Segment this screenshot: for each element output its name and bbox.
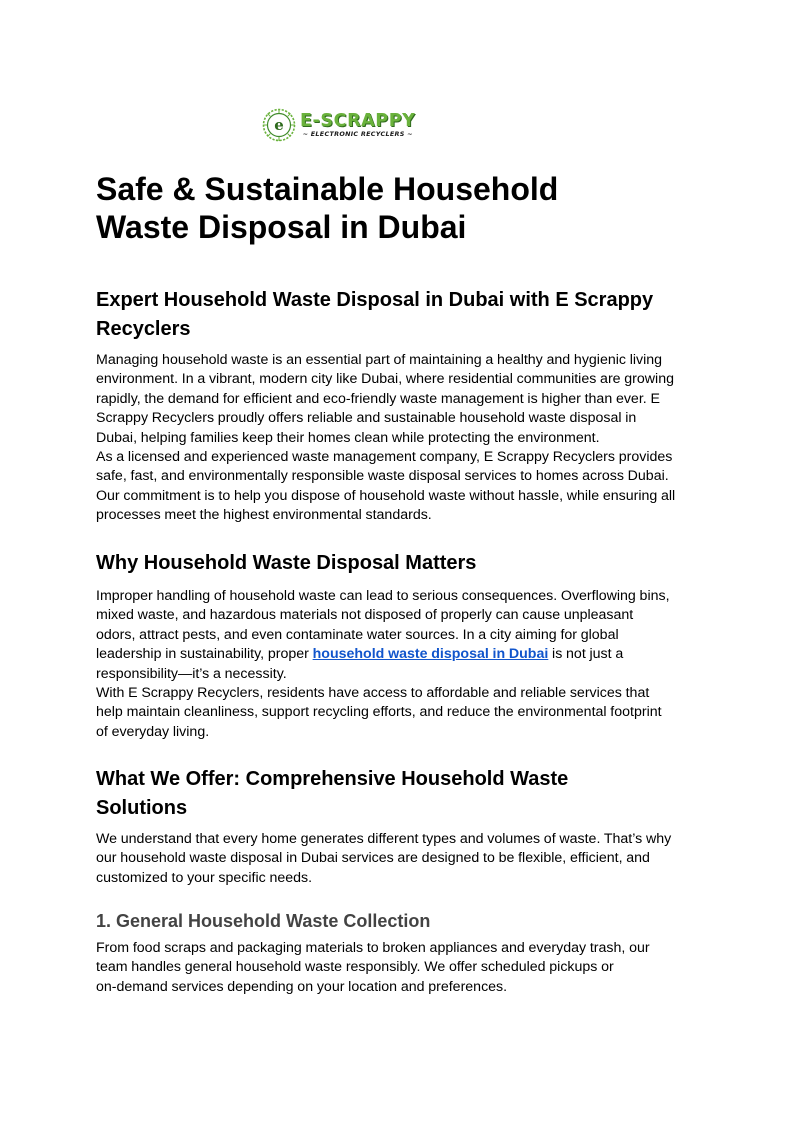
section-paragraph-why: Improper handling of household waste can lead to serious consequences. Overflowing bins, mixed waste, and hazardous materials not disposed of properly can cause unpleasant odors, attract pests, and even contaminate water sources. In a city aiming for global leadership in sustainability, proper household waste disposal in Dubai is not just a responsibility—it’s a necessity. With E Scrappy Recyclers, residents have access to affordable and reliable services that help maintain cleanliness, support recycling efforts, and reduce the environmental footprint of everyday living. [96, 588, 670, 740]
section-paragraph-intro: Managing household waste is an essential part of maintaining a healthy and hygienic living environment. In a vibrant, modern city like Dubai, where residential communities are growing rapidly, the demand for efficient and eco-friendly waste management is higher than ever. E Scrappy Recyclers proudly offers reliable and sustainable household waste disposal in Dubai, helping families keep their homes clean while protecting the environment. As a licensed and experienced waste management company, E Scrappy Recyclers provides safe, fast, and environmentally responsible waste disposal services to homes across Dubai. Our commitment is to help you dispose of household waste without hassle, while ensuring all processes meet the highest environmental standards. [96, 352, 676, 524]
company-logo [262, 106, 434, 144]
section-heading-offer: What We Offer: Comprehensive Household Waste Solutions [96, 768, 569, 819]
section-paragraph-offer: We understand that every home generates different types and volumes of waste. That’s why our household waste disposal in Dubai services are designed to be flexible, efficient, and customized to your specific needs. [96, 831, 672, 886]
page-title: Safe & Sustainable Household Waste Disposal in Dubai [96, 171, 559, 245]
subsection-paragraph-general: From food scraps and packaging materials to broken appliances and everyday trash, our team handles general household waste responsibly. We offer scheduled pickups or on-demand services depending on your location and preferences. [96, 940, 650, 995]
subsection-heading-general: 1. General Household Waste Collection [96, 911, 431, 931]
section-heading-why: Why Household Waste Disposal Matters [96, 552, 477, 574]
e-circuit-logo-icon [262, 108, 296, 142]
household-waste-disposal-link[interactable]: household waste disposal in Dubai [312, 646, 549, 663]
logo-text [300, 112, 415, 139]
svg-text:e: e [274, 116, 284, 134]
logo-tagline: ~ ELECTRONIC RECYCLERS ~ [302, 129, 413, 138]
logo-wordmark: E-SCRAPPY [300, 110, 416, 131]
section-heading-expert: Expert Household Waste Disposal in Dubai with E Scrappy Recyclers [96, 289, 654, 340]
